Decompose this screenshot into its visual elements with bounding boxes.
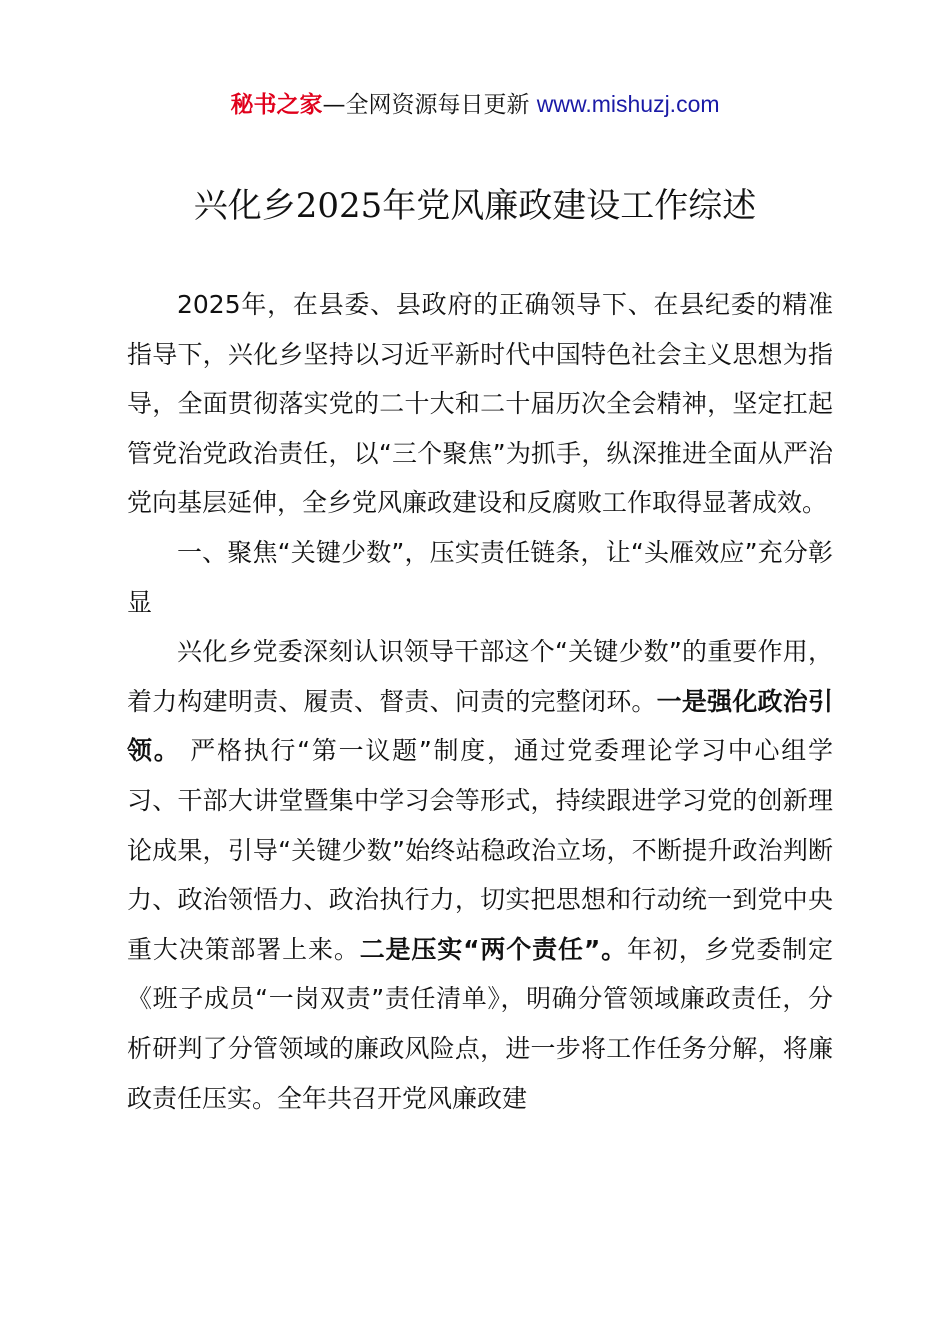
site-url-link[interactable]: www.mishuzj.com <box>536 91 720 117</box>
section-1-text-a: 兴化乡党委深刻认识领导干部这个“关键少数”的重要作用，着力构建明责、履责、督责、问责的完整闭环。 <box>127 637 833 716</box>
section-1-point-1: 一是强化政治引领。 <box>127 686 833 766</box>
section-1-text-c: 严格执行“第一议题”制度，通过党委理论学习中心组学习、干部大讲堂暨集中学习会等形式，持续跟进学习党的创新理论成果，引导“关键少数”始终站稳政治立场，不断提升政治判断力、政治领悟力、政治执行力，切实把思想和行动统一到党中央重大决策部署上来。 <box>127 736 833 964</box>
brand-name[interactable]: 秘书之家 <box>230 92 323 118</box>
intro-paragraph: 2025年，在县委、县政府的正确领导下、在县纪委的精准指导下，兴化乡坚持以习近平新时代中国特色社会主义思想为指导，全面贯彻落实党的二十大和二十届历次全会精神，坚定扛起管党治党政治责任，以“三个聚焦”为抓手，纵深推进全面从严治党向基层延伸，全乡党风廉政建设和反腐败工作取得显著成效。 <box>127 290 833 518</box>
document-body <box>127 280 833 1123</box>
site-tagline: —全网资源每日更新 <box>322 92 537 118</box>
document-title: 兴化乡2025年党风廉政建设工作综述 <box>193 186 757 226</box>
section-1-text-e: 年初，乡党委制定《班子成员“一岗双责”责任清单》，明确分管领域廉政责任，分析研判了分管领域的廉政风险点，进一步将工作任务分解，将廉政责任压实。全年共召开党风廉政建 <box>127 934 833 1113</box>
section-1-paragraph <box>127 627 833 1123</box>
site-header <box>0 88 950 121</box>
section-1-heading: 一、聚焦“关键少数”，压实责任链条，让“头雁效应”充分彰显 <box>127 537 833 617</box>
section-1-point-2: 二是压实“两个责任”。 <box>359 934 627 964</box>
